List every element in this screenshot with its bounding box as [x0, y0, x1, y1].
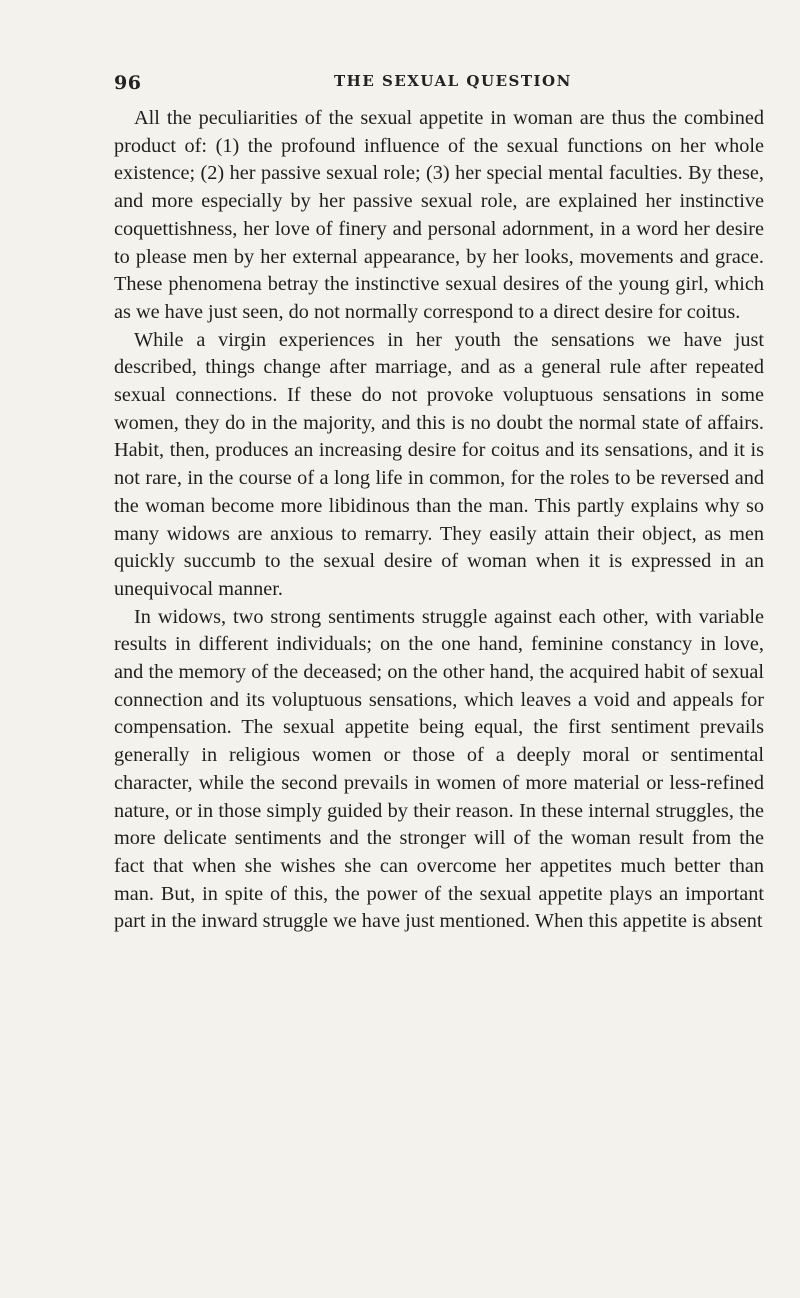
- running-head: [114, 66, 764, 96]
- body-text: [114, 105, 764, 936]
- paragraph-3: In widows, two strong sentiments struggle against each other, with variable results in different individuals; on the one hand, feminine constancy in love, and the memory of the deceased; on the other hand, the acquired habit of sexual connection and its voluptuous sensations, which leaves a void and appeals for compensation. The sexual appetite being equal, the first sentiment prevails generally in religious women or those of a deeply moral or sentimental character, while the second prevails in women of more material or less-refined nature, or in those simply guided by their reason. In these internal struggles, the more delicate sentiments and the stronger will of the woman result from the fact that when she wishes she can overcome her appetites much better than man. But, in spite of this, the power of the sexual appetite plays an important part in the inward struggle we have just mentioned. When this appetite is absent: [114, 605, 764, 933]
- running-title: THE SEXUAL QUESTION: [334, 72, 572, 90]
- paragraph-1: All the peculiarities of the sexual appetite in woman are thus the combined product of: (1) the profound influence of the sexual functions on her whole existence; (2) her passive sexual role; (3) her special mental faculties. By these, and more especially by her passive sexual role, are explained her instinctive coquettishness, her love of finery and personal adornment, in a word her desire to please men by her external appearance, by her looks, movements and grace. These phenomena betray the instinctive sexual desires of the young girl, which as we have just seen, do not normally correspond to a direct desire for coitus.: [114, 107, 764, 323]
- page-number: 96: [114, 72, 142, 94]
- paragraph-2: While a virgin experiences in her youth the sensations we have just described, things change after marriage, and as a general rule after repeated sexual connections. If these do not provoke voluptuous sensations in some women, they do in the majority, and this is no doubt the normal state of affairs. Habit, then, produces an increasing desire for coitus and its sensations, and it is not rare, in the course of a long life in common, for the roles to be reversed and the woman become more libidinous than the man. This partly explains why so many widows are anxious to remarry. They easily attain their object, as men quickly succumb to the sexual desire of woman when it is expressed in an unequivocal manner.: [114, 328, 764, 600]
